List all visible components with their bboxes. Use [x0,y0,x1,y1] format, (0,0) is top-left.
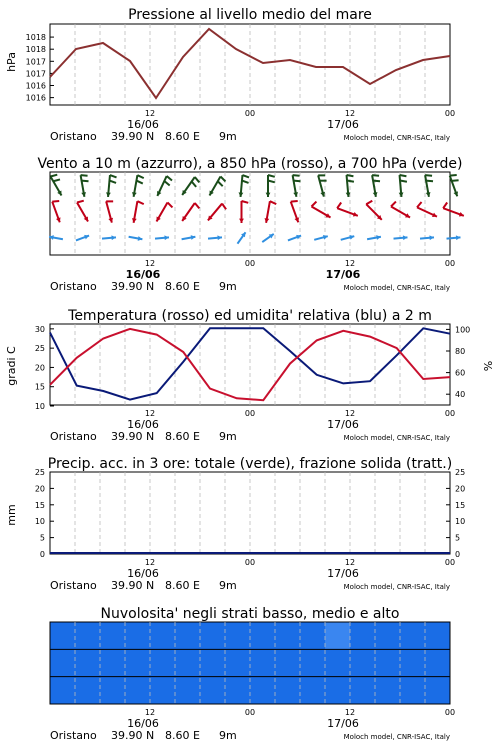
temp-y-tick-label: 25 [34,344,45,354]
cloud-panel [50,622,450,704]
pressure-plot-border [50,24,450,105]
wind-barb-700hpa [182,177,199,195]
wind-barb-850hpa [239,201,248,223]
wind-barb-850hpa [208,204,226,221]
precip-y-tick-label-right: 5 [455,533,461,543]
wind-barb-850hpa [106,201,113,222]
pressure-x-tick-label: 12 [344,109,356,118]
wind-barb-700hpa [239,175,250,197]
temp-y-tick-label: 30 [34,324,45,334]
wind-barb-10m [237,232,245,243]
cloud-credit: Moloch model, CNR-ISAC, Italy [343,733,450,741]
wind-barb-10m [447,235,461,240]
wind-barb-700hpa [51,175,62,196]
wind-barb-850hpa-feather [137,201,143,204]
wind-barb-850hpa [157,202,173,221]
pressure-x-tick-label: 00 [444,109,456,118]
wind-credit: Moloch model, CNR-ISAC, Italy [343,284,450,292]
wind-barb-850hpa [77,201,88,222]
wind-barb-10m [208,235,222,240]
wind-barb-700hpa-feather [450,175,457,176]
wind-barb-700hpa-feather [51,175,58,177]
wind-barb-700hpa-head [399,192,404,197]
wind-barb-700hpa-feather [192,181,196,186]
wind-barb-850hpa [291,201,299,222]
wind-barb-700hpa-feather [294,181,301,182]
wind-barb-10m [367,235,381,240]
wind-barb-700hpa-feather [164,181,169,185]
precip-frame [35,468,465,592]
wind-barb-700hpa-feather [109,181,116,183]
wind-barb-700hpa-feather [53,179,60,181]
wind-barb-700hpa-head [266,193,271,197]
wind-barb-10m-head [429,235,434,240]
precip-y-tick-label-right: 10 [455,517,466,527]
wind-barb-700hpa-feather [137,175,143,178]
precip-x-tick-label: 00 [444,558,456,567]
precip-credit: Moloch model, CNR-ISAC, Italy [343,583,450,591]
precip-station-lat: 39.90 N [111,579,155,592]
wind-barb-700hpa-feather [293,175,300,176]
wind-barb-700hpa [157,176,172,196]
pressure-y-tick-label: 1017 [25,57,46,67]
wind-barb-700hpa-feather [400,175,407,176]
wind-station-elev: 9m [219,280,237,293]
precip-date-label: 17/06 [327,567,359,580]
cloud-x-tick-label: 12 [144,708,156,717]
humidity-y-tick-label: 40 [455,390,466,400]
wind-barb-700hpa-feather [452,180,459,181]
precip-station-lon: 8.60 E [165,579,200,592]
pressure-y-tick-label: 1018 [25,33,46,43]
temp-date-label: 16/06 [127,418,159,431]
wind-barb-700hpa [106,175,117,197]
temp-x-tick-label: 00 [444,409,456,418]
precip-y-tick-label-right: 25 [455,468,466,477]
wind-barb-10m-head [217,235,222,240]
wind-barb-10m-head [164,235,169,240]
cloud-x-tick-label: 00 [444,708,456,717]
wind-barb-700hpa-feather [242,175,249,177]
pressure-station-elev: 9m [219,130,237,143]
wind-barb-700hpa-head [239,192,244,197]
precip-x-tick-label: 12 [344,558,356,567]
cloud-station-name: Oristano [50,729,97,742]
wind-barb-850hpa-feather [77,201,84,203]
pressure-x-tick-label: 00 [244,109,256,118]
wind-barb-850hpa [337,203,358,217]
temp-x-tick-label: 12 [344,409,356,418]
temp-credit: Moloch model, CNR-ISAC, Italy [343,434,450,442]
wind-barb-700hpa [81,175,89,197]
wind-barb-10m [341,235,355,240]
wind-barb-850hpa-feather [222,204,226,210]
wind-barb-850hpa-feather [168,202,173,207]
wind-barb-850hpa-head [239,219,244,223]
wind-barb-850hpa [443,203,464,217]
precip-x-tick-label: 12 [144,558,156,567]
precip-date-label: 16/06 [127,567,159,580]
wind-barb-700hpa-feather [425,175,432,176]
wind-barb-10m [314,235,328,240]
wind-barb-700hpa-feather [195,177,199,182]
wind-barb-850hpa-feather [52,201,59,202]
wind-barb-700hpa-feather [167,176,172,180]
wind-barb-700hpa [266,175,275,197]
temp-station-name: Oristano [50,430,97,443]
temp-date-label: 17/06 [327,418,359,431]
temp-y2label: % [482,360,495,372]
temp-ylabel: gradi C [5,346,18,386]
cloud-x-tick-label: 12 [344,708,356,717]
cloud-station-lon: 8.60 E [165,729,200,742]
precip-y-tick-label: 0 [39,550,45,559]
cloud-title: Nuvolosita' negli strati basso, medio e alto [100,606,400,622]
pressure-x-tick-label: 12 [144,109,156,118]
pressure-ylabel: hPa [5,52,18,72]
pressure-station-lon: 8.60 E [165,130,200,143]
precip-y-tick-label: 20 [34,484,45,494]
temp-y-tick-label: 15 [34,382,45,392]
precip-y-tick-label: 25 [34,468,45,477]
wind-date-label: 16/06 [125,268,161,281]
precip-x-tick-label: 00 [244,558,256,567]
pressure-y-tick-label: 1016 [25,93,46,103]
wind-barb-10m [288,235,301,241]
humidity-y-tick-label: 80 [455,347,466,356]
wind-date-label: 17/06 [325,268,361,281]
wind-barb-10m [155,235,169,240]
temp-title: Temperatura (rosso) ed umidita' relativa (blu) a 2 m [68,308,432,324]
wind-barb-700hpa [372,175,380,197]
wind-barb-850hpa-feather [337,203,341,209]
temp-station-lon: 8.60 E [165,430,200,443]
wind-barb-10m [262,234,273,242]
pressure-y-tick-label: 1018 [25,45,46,55]
wind-barb-850hpa-feather [366,201,372,205]
wind-station-name: Oristano [50,280,97,293]
cloud-x-tick-label: 00 [244,708,256,717]
precip-ylabel: mm [5,504,18,526]
pressure-y-tick-label: 1016 [25,81,46,91]
wind-x-tick-label: 12 [344,259,356,268]
wind-barb-700hpa-feather [81,175,88,176]
temp-x-tick-label: 12 [144,409,156,418]
wind-barb-10m [420,235,434,240]
wind-barb-850hpa-feather [417,202,421,207]
precip-y-tick-label: 5 [39,533,45,543]
wind-barb-850hpa-feather [391,202,396,207]
wind-barb-700hpa-feather [221,176,226,181]
wind-barb-700hpa [293,175,301,197]
wind-title: Vento a 10 m (azzurro), a 850 hPa (rosso), a 700 hPa (verde) [37,156,463,172]
cloud-date-label: 17/06 [327,717,359,730]
wind-barb-700hpa-feather [372,175,379,176]
cloud-heatmap-background [50,622,450,704]
wind-barb-850hpa-feather [242,201,249,203]
cloud-station-elev: 9m [219,729,237,742]
wind-barb-700hpa-feather [400,181,407,182]
wind-station-lon: 8.60 E [165,280,200,293]
wind-x-tick-label: 12 [144,259,156,268]
wind-barb-700hpa-feather [426,181,433,182]
cloud-date-label: 16/06 [127,717,159,730]
wind-barb-850hpa-feather [311,202,316,207]
wind-x-tick-label: 00 [444,259,456,268]
wind-barb-700hpa [425,175,433,197]
wind-barb-850hpa-feather [195,203,199,208]
wind-barb-10m [182,235,196,240]
wind-barb-700hpa-feather [82,181,89,182]
pressure-credit: Moloch model, CNR-ISAC, Italy [343,134,450,142]
precip-title: Precip. acc. in 3 ore: totale (verde), frazione solida (tratt.) [47,456,453,472]
wind-barb-10m [102,235,116,240]
humidity-y-tick-label: 100 [455,325,471,335]
temp-frame [35,324,470,443]
wind-barb-700hpa [450,175,459,196]
wind-barb-700hpa-feather [347,175,354,176]
wind-barb-700hpa-head [106,192,111,197]
wind-barb-850hpa [311,202,330,218]
temp-station-elev: 9m [219,430,237,443]
wind-barb-850hpa [366,201,382,220]
pressure-frame [26,24,455,143]
wind-barb-700hpa [399,175,407,197]
wind-frame [49,172,464,293]
cloud-heatmap-cell [325,622,350,649]
wind-barb-850hpa [182,203,199,221]
wind-barb-700hpa-feather [268,175,275,177]
pressure-title: Pressione al livello medio del mare [128,7,372,23]
wind-barb-700hpa-feather [373,181,380,182]
wind-barb-700hpa [210,176,226,195]
wind-barb-700hpa [132,175,144,197]
wind-barb-10m-head [111,235,116,240]
wind-station-lat: 39.90 N [111,280,155,293]
precip-y-tick-label: 15 [34,500,45,510]
humidity-y-tick-label: 60 [455,368,466,378]
wind-barb-700hpa-feather [242,181,249,183]
wind-barb-850hpa-feather [443,203,447,209]
precip-y-tick-label-right: 0 [455,550,461,559]
pressure-station-name: Oristano [50,130,97,143]
wind-barb-850hpa [417,202,437,217]
wind-barb-850hpa-feather [291,201,298,202]
precip-y-tick-label: 10 [34,517,45,527]
temp-x-tick-label: 00 [244,409,256,418]
wind-barb-700hpa-feather [218,181,223,186]
temp-y-tick-label: 10 [34,402,45,411]
wind-barb-10m [49,235,63,240]
pressure-station-lat: 39.90 N [111,130,155,143]
precip-y-tick-label-right: 20 [455,484,466,494]
pressure-date-label: 17/06 [327,118,359,131]
wind-barb-700hpa-feather [110,175,117,177]
precip-plot-border [50,472,450,554]
wind-barb-850hpa [391,202,410,218]
pressure-y-tick-label: 1017 [25,69,46,79]
wind-barb-10m-head [403,235,408,240]
temp-y-tick-label: 20 [34,363,45,373]
wind-barb-10m [129,236,143,241]
temp-station-lat: 39.90 N [111,430,155,443]
wind-barb-850hpa [52,201,60,222]
wind-barb-700hpa-feather [136,181,142,184]
wind-barb-700hpa-feather [268,181,275,183]
cloud-station-lat: 39.90 N [111,729,155,742]
pressure-date-label: 16/06 [127,118,159,131]
wind-barb-10m-head [456,235,461,240]
wind-barb-850hpa [132,201,144,223]
precip-station-elev: 9m [219,579,237,592]
wind-barb-700hpa-feather [347,181,354,182]
wind-barb-10m [76,235,89,241]
precip-y-tick-label-right: 15 [455,500,466,510]
wind-barb-10m [394,235,408,240]
wind-x-tick-label: 00 [244,259,256,268]
precip-station-name: Oristano [50,579,97,592]
wind-barb-850hpa [264,201,276,223]
